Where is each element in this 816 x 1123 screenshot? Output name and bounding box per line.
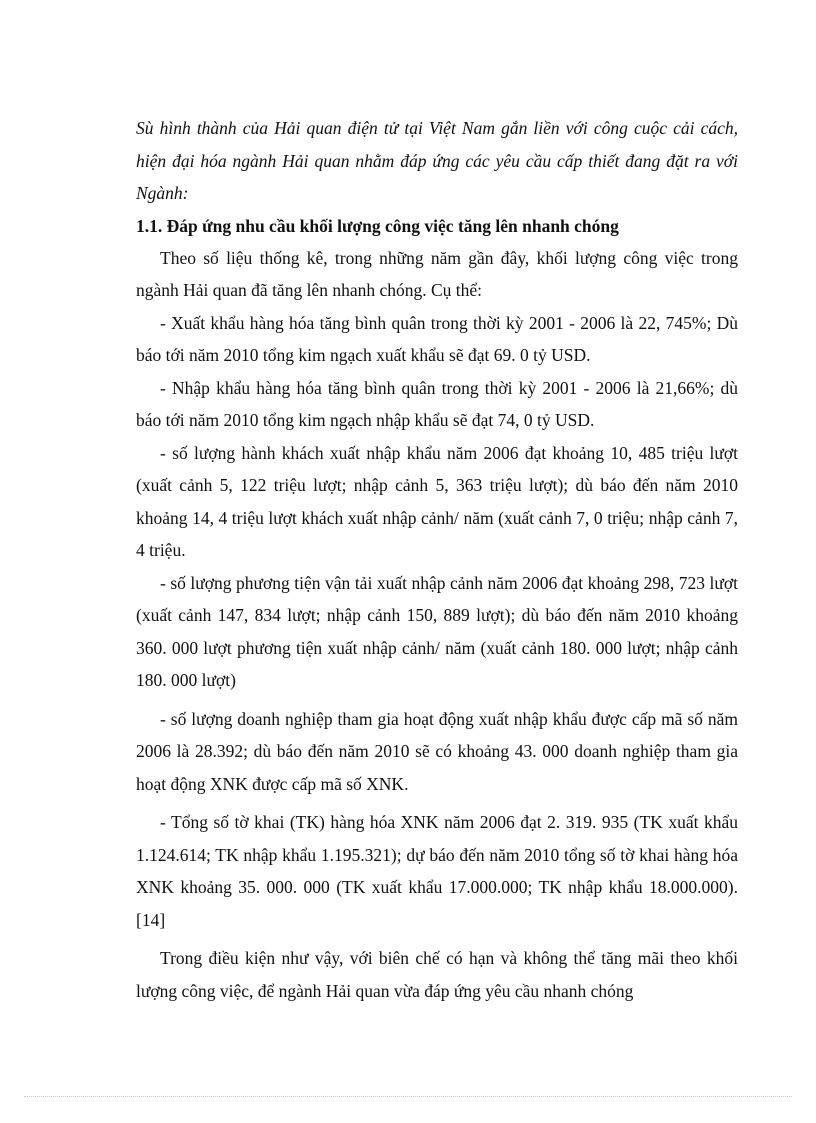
paragraph-conclusion: Trong điều kiện như vậy, với biên chế có hạn và không thể tăng mãi theo khối lượng công việc, để ngành Hải quan vừa đáp ứng yêu cầu nhanh chóng <box>136 948 738 1001</box>
paragraph-declarations: - Tổng số tờ khai (TK) hàng hóa XNK năm 2006 đạt 2. 319. 935 (TK xuất khẩu 1.124.614; TK nhập khẩu 1.195.321); dự báo đến năm 2010 tổng số tờ khai hàng hóa XNK khoảng 35. 000. 000 (TK xuất khẩu 17.000.000; TK nhập khẩu 18.000.000).[14] <box>136 812 738 930</box>
section-heading: 1.1. Đáp ứng nhu cầu khối lượng công việc tăng lên nhanh chóng <box>136 215 619 236</box>
paragraph-statistics-intro: Theo số liệu thống kê, trong những năm gần đây, khối lượng công việc trong ngành Hải quan đã tăng lên nhanh chóng. Cụ thể: <box>136 247 738 300</box>
document-page <box>136 112 738 1007</box>
paragraph-enterprises: - số lượng doanh nghiệp tham gia hoạt động xuất nhập khẩu được cấp mã số năm 2006 là 28.392; dù báo đến năm 2010 sẽ có khoảng 43. 000 doanh nghiệp tham gia hoạt động XNK được cấp mã số XNK. <box>136 708 738 794</box>
paragraph-export: - Xuất khẩu hàng hóa tăng bình quân trong thời kỳ 2001 - 2006 là 22, 745%; Dù báo tới năm 2010 tổng kim ngạch xuất khẩu sẽ đạt 69. 0 tỷ USD. <box>136 312 738 365</box>
footer-divider <box>24 1096 792 1097</box>
intro-paragraph: Sù hình thành của Hải quan điện tử tại Việt Nam gắn liền với công cuộc cải cách, hiện đại hóa ngành Hải quan nhằm đáp ứng các yêu cầu cấp thiết đang đặt ra với Ngành: <box>136 118 738 203</box>
paragraph-vehicles: - số lượng phương tiện vận tải xuất nhập cảnh năm 2006 đạt khoảng 298, 723 lượt (xuất cảnh 147, 834 lượt; nhập cảnh 150, 889 lượt); dù báo đến năm 2010 khoảng 360. 000 lượt phương tiện xuất nhập cảnh/ năm (xuất cảnh 180. 000 lượt; nhập cảnh 180. 000 lượt) <box>136 572 738 690</box>
paragraph-passengers: - số lượng hành khách xuất nhập khẩu năm 2006 đạt khoảng 10, 485 triệu lượt (xuất cảnh 5, 122 triệu lượt; nhập cảnh 5, 363 triệu lượt); dù báo đến năm 2010 khoảng 14, 4 triệu lượt khách xuất nhập cảnh/ năm (xuất cảnh 7, 0 triệu; nhập cảnh 7, 4 triệu. <box>136 442 738 560</box>
paragraph-import: - Nhập khẩu hàng hóa tăng bình quân trong thời kỳ 2001 - 2006 là 21,66%; dù báo tới năm 2010 tổng kim ngạch nhập khẩu sẽ đạt 74, 0 tỷ USD. <box>136 377 738 430</box>
